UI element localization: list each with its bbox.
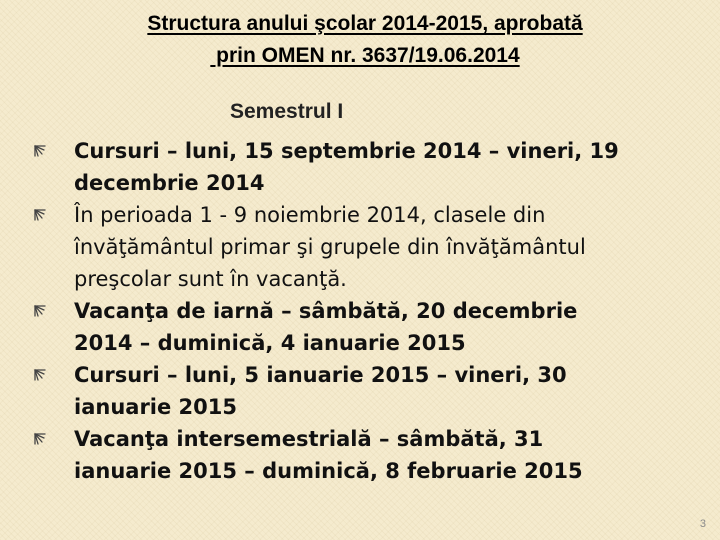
bullet-line: În perioada 1 - 9 noiembrie 2014, clasele din bbox=[74, 203, 546, 227]
bullet-line: 2014 – duminică, 4 ianuarie 2015 bbox=[74, 331, 466, 355]
bullet-line: decembrie 2014 bbox=[74, 171, 265, 195]
bullet-item-winter-break bbox=[28, 295, 708, 359]
bullet-item-november-break bbox=[28, 199, 708, 295]
radiating-lines-icon bbox=[28, 359, 74, 391]
section-heading: Semestrul I bbox=[230, 100, 344, 123]
bullet-line: preşcolar sunt în vacanţă. bbox=[74, 267, 347, 291]
radiating-lines-icon bbox=[28, 295, 74, 327]
bullet-line: învăţământul primar şi grupele din învăţământul bbox=[74, 235, 586, 259]
title-line-1: Structura anului şcolar 2014-2015, aprobată bbox=[147, 12, 583, 35]
bullet-line: Cursuri – luni, 5 ianuarie 2015 – vineri, 30 bbox=[74, 363, 567, 387]
bullet-text bbox=[74, 359, 704, 423]
bullet-item-courses-january bbox=[28, 359, 708, 423]
bullet-line: ianuarie 2015 bbox=[74, 395, 237, 419]
bullet-line: Cursuri – luni, 15 septembrie 2014 – vineri, 19 bbox=[74, 139, 619, 163]
bullet-text bbox=[74, 199, 704, 295]
slide-title bbox=[60, 8, 670, 72]
bullet-text bbox=[74, 423, 704, 487]
bullet-text bbox=[74, 135, 704, 199]
bullet-list bbox=[28, 135, 708, 487]
radiating-lines-icon bbox=[28, 423, 74, 455]
page-number: 3 bbox=[699, 518, 706, 530]
bullet-text bbox=[74, 295, 704, 359]
bullet-item-courses-sem1 bbox=[28, 135, 708, 199]
bullet-line: ianuarie 2015 – duminică, 8 februarie 2015 bbox=[74, 459, 583, 483]
radiating-lines-icon bbox=[28, 135, 74, 167]
radiating-lines-icon bbox=[28, 199, 74, 231]
bullet-item-intersemester-break bbox=[28, 423, 708, 487]
title-line-2: prin OMEN nr. 3637/19.06.2014 bbox=[210, 44, 520, 67]
bullet-line: Vacanţa intersemestrială – sâmbătă, 31 bbox=[74, 427, 544, 451]
bullet-line: Vacanţa de iarnă – sâmbătă, 20 decembrie bbox=[74, 299, 578, 323]
